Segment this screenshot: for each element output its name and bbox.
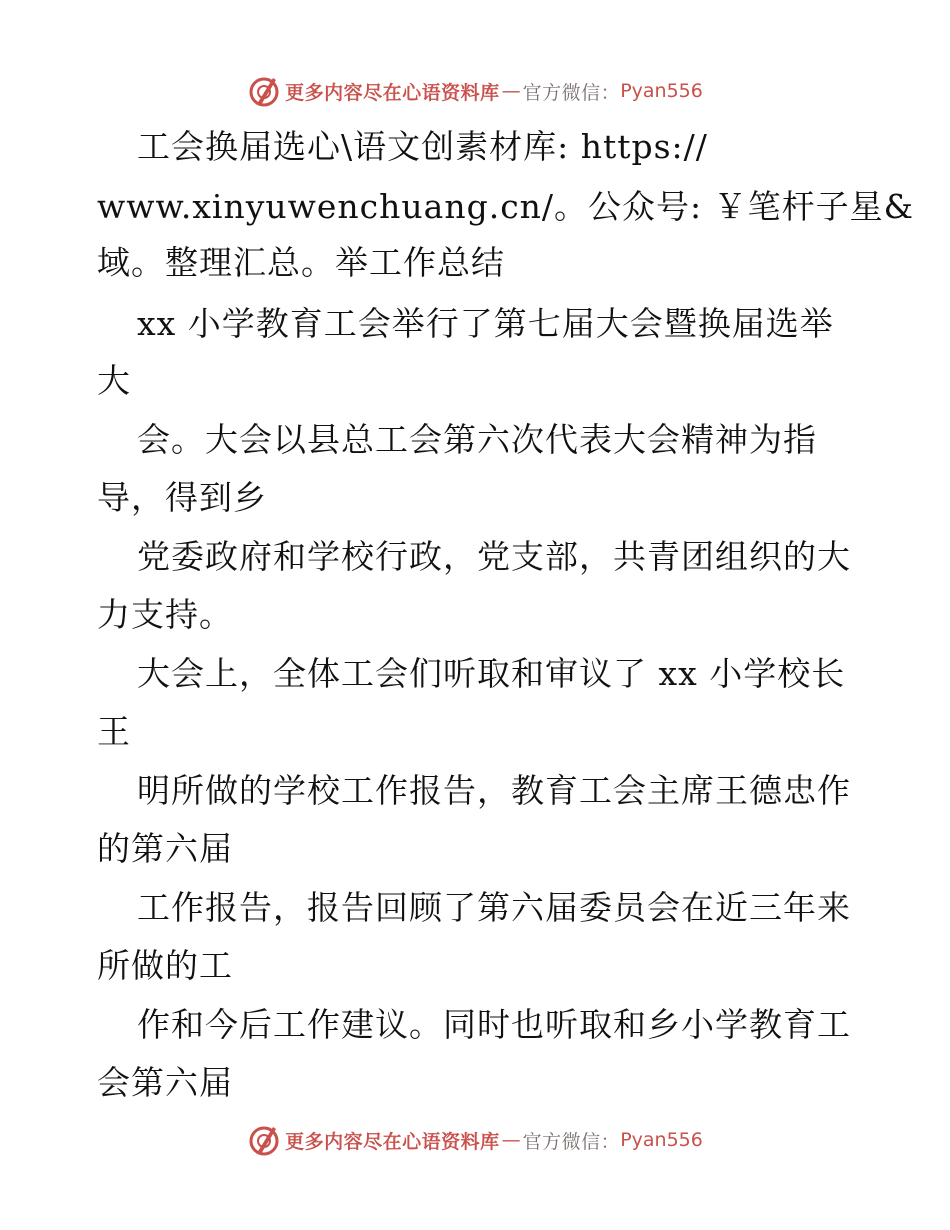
doc-line-1: 工会换届选心\语文创素材库: https:// <box>137 127 708 166</box>
doc-line-2: www.xinyuwenchuang.cn/。公众号: ￥笔杆子星& <box>97 187 915 226</box>
doc-line-13: 的第六届 <box>97 829 233 868</box>
doc-line-10: 大会上，全体工会们听取和审议了 xx 小学校长 <box>137 654 846 693</box>
doc-line-11: 王 <box>97 712 131 751</box>
banner-dash: — <box>501 1129 521 1151</box>
doc-line-12: 明所做的学校工作报告，教育工会主席王德忠作 <box>137 771 851 810</box>
banner-wechat-label: 官方微信： <box>522 81 621 104</box>
doc-line-15: 所做的工 <box>97 946 233 985</box>
brand-logo-icon <box>247 1123 281 1157</box>
doc-line-16: 作和今后工作建议。同时也听取和乡小学教育工 <box>137 1005 851 1044</box>
banner-slogan: 更多内容尽在心语资料库 <box>285 1130 500 1153</box>
banner-slogan: 更多内容尽在心语资料库 <box>285 81 500 104</box>
banner-wechat-label: 官方微信： <box>522 1130 621 1153</box>
banner-wechat-id: Pyan556 <box>620 1129 703 1151</box>
footer-banner <box>0 1120 950 1160</box>
banner-wechat-id: Pyan556 <box>620 80 703 102</box>
banner-dash: — <box>501 80 521 102</box>
doc-line-6: 会。大会以县总工会第六次代表大会精神为指 <box>137 420 817 459</box>
header-banner <box>0 71 950 111</box>
doc-line-17: 会第六届 <box>97 1063 233 1102</box>
doc-line-4: xx 小学教育工会举行了第七届大会暨换届选举 <box>137 304 834 343</box>
doc-line-9: 力支持。 <box>97 595 233 634</box>
brand-logo-icon <box>247 74 281 108</box>
doc-line-3: 域。整理汇总。举工作总结 <box>97 243 505 282</box>
doc-line-7: 导，得到乡 <box>97 478 267 517</box>
doc-line-8: 党委政府和学校行政，党支部，共青团组织的大 <box>137 537 851 576</box>
doc-line-14: 工作报告，报告回顾了第六届委员会在近三年来 <box>137 888 851 927</box>
doc-line-5: 大 <box>97 361 131 400</box>
